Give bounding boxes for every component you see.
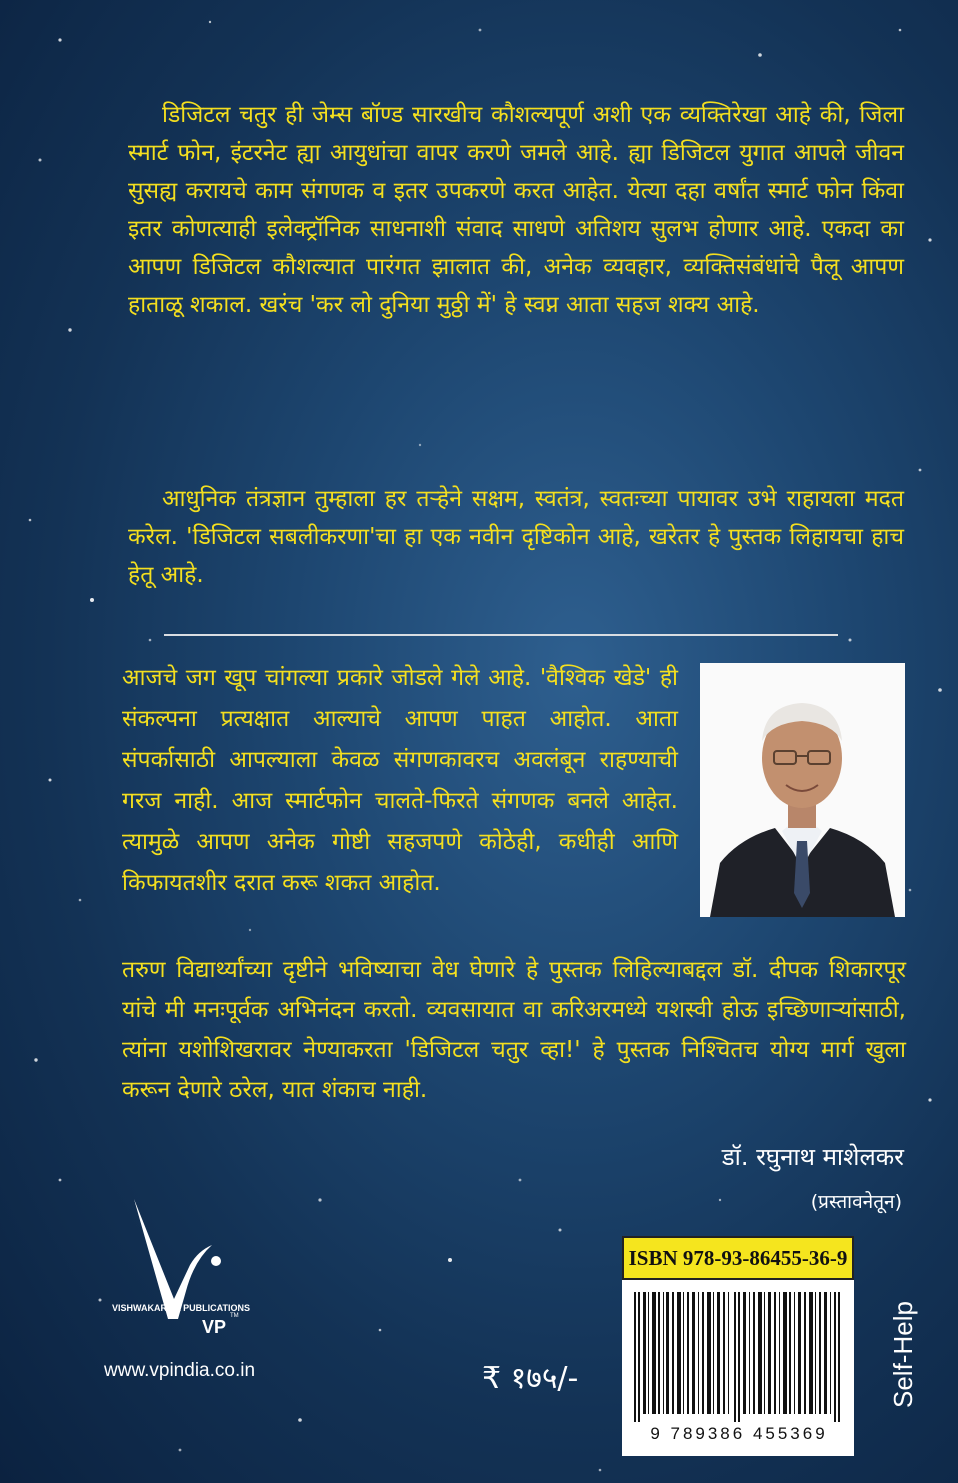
publisher-mark: VP	[202, 1317, 227, 1335]
foreword-source-note: (प्रस्तावनेतून)	[810, 1191, 902, 1213]
isbn-label: ISBN 978-93-86455-36-9	[622, 1236, 854, 1280]
isbn-barcode-block	[622, 1236, 854, 1456]
book-category: Self-Help	[888, 1301, 918, 1408]
publisher-website: www.vpindia.co.in	[104, 1360, 256, 1381]
book-price: ₹ १७५/-	[482, 1361, 579, 1396]
section-divider	[164, 634, 838, 636]
publisher-logo	[112, 1195, 262, 1335]
barcode-image	[632, 1292, 844, 1422]
intro-paragraph: डिजिटल चतुर ही जेम्स बॉण्ड सारखीच कौशल्यपूर्ण अशी एक व्यक्तिरेखा आहे की, जिला स्मार्ट फोन, इंटरनेट ह्या आयुधांचा वापर करणे जमले आहे. ह्या डिजिटल युगात आपले जीवन सुसह्य करायचे काम संगणक व इतर उपकरणे करत आहेत. येत्या दहा वर्षांत स्मार्ट फोन किंवा इतर कोणत्याही इलेक्ट्रॉनिक साधनाशी संवाद साधणे अतिशय सुलभ होणार आहे. एकदा का आपण डिजिटल कौशल्यात पारंगत झालात की, अनेक व्यवहार, व्यक्तिसंबंधांचे पैलू आपण हाताळू शकाल. खरंच 'कर लो दुनिया मुठ्ठी में' हे स्वप्न आता सहज शक्य आहे.	[128, 102, 904, 318]
foreword-author-signature: डॉ. रघुनाथ माशेलकर	[721, 1143, 904, 1171]
publisher-name: VISHWAKARMA PUBLICATIONS	[112, 1303, 250, 1313]
barcode-digits: 9 789386 455369	[650, 1424, 828, 1443]
foreword-paragraph-2: तरुण विद्यार्थ्यांच्या दृष्टीने भविष्याचा वेध घेणारे हे पुस्तक लिहिल्याबद्दल डॉ. दीपक शिकारपूर यांचे मी मनःपूर्वक अभिनंदन करतो. व्यवसायात वा करिअरमध्ये यशस्वी होऊ इच्छिणाऱ्यांसाठी, त्यांना यशोशिखरावर नेण्याकरता 'डिजिटल चतुर व्हा!' हे पुस्तक निश्चितच योग्य मार्ग खुला करून देणारे ठरेल, यात शंकाच नाही.	[122, 957, 906, 1103]
trademark-symbol: TM	[230, 1313, 239, 1319]
purpose-paragraph: आधुनिक तंत्रज्ञान तुम्हाला हर तऱ्हेने सक्षम, स्वतंत्र, स्वतःच्या पायावर उभे राहायला मदत करेल. 'डिजिटल सबलीकरणा'चा हा एक नवीन दृष्टिकोन आहे, खरेतर हे पुस्तक लिहायचा हाच हेतू आहे.	[128, 486, 904, 588]
foreword-paragraph-1: आजचे जग खूप चांगल्या प्रकारे जोडले गेले आहे. 'वैश्विक खेडे' ही संकल्पना प्रत्यक्षात आल्याचे आपण पाहत आहोत. आता संपर्कासाठी आपल्याला केवळ संगणकावरच अवलंबून राहण्याची गरज नाही. आज स्मार्टफोन चालते-फिरते संगणक बनले आहेत. त्यामुळे आपण अनेक गोष्टी सहजपणे कोठेही, कधीही आणि किफायतशीर दरात करू शकत आहोत.	[122, 665, 678, 896]
author-photo	[700, 663, 905, 917]
